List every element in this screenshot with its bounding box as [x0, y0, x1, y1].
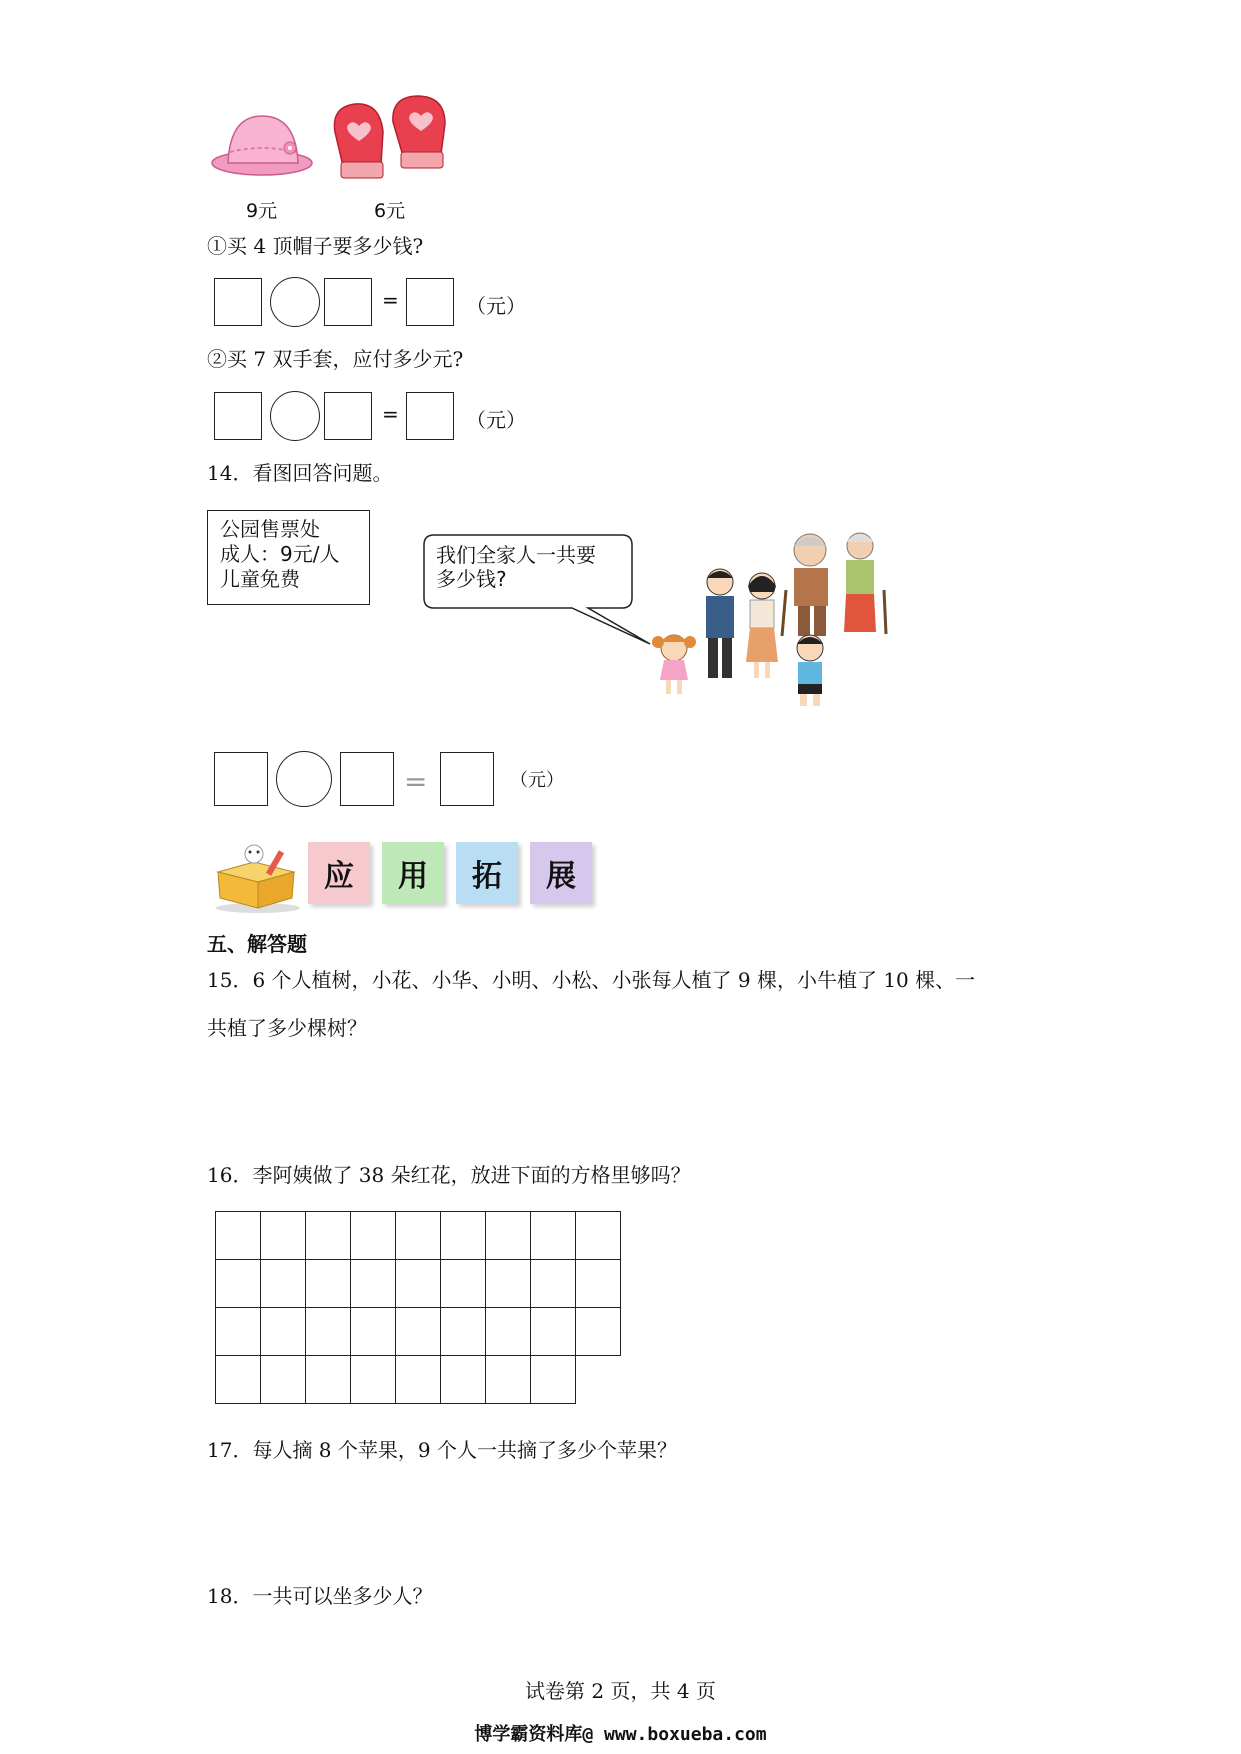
bubble-line: 多少钱? — [436, 567, 507, 591]
grid-cell[interactable] — [441, 1356, 486, 1404]
grandfather-figure — [782, 534, 828, 636]
ticket-line: 儿童免费 — [220, 567, 300, 591]
grid-row — [216, 1212, 621, 1260]
operator-circle[interactable] — [270, 391, 320, 441]
answer-box[interactable] — [214, 278, 262, 326]
grid-cell[interactable] — [441, 1308, 486, 1356]
grid-cell[interactable] — [396, 1308, 441, 1356]
grid-cell[interactable] — [576, 1212, 621, 1260]
banner-tile: 展 — [530, 842, 592, 904]
answer-box[interactable] — [324, 392, 372, 440]
grid-row — [216, 1260, 621, 1308]
mother-figure — [746, 573, 778, 678]
question-15-line2: 共植了多少棵树？ — [207, 1016, 367, 1040]
grid-cell[interactable] — [441, 1212, 486, 1260]
equals-sign: = — [404, 765, 428, 798]
grid-cell[interactable] — [216, 1212, 261, 1260]
grid-cell[interactable] — [486, 1212, 531, 1260]
father-figure — [706, 569, 734, 678]
grid-cell[interactable] — [261, 1260, 306, 1308]
grid-cell[interactable] — [351, 1260, 396, 1308]
question-17: 17．每人摘 8 个苹果，9 个人一共摘了多少个苹果？ — [207, 1438, 677, 1462]
grid-cell[interactable] — [486, 1260, 531, 1308]
grid-cell[interactable] — [486, 1308, 531, 1356]
grid-cell[interactable] — [306, 1308, 351, 1356]
grid-row — [216, 1356, 621, 1404]
equals-sign: = — [382, 402, 399, 426]
grid-cell[interactable] — [351, 1212, 396, 1260]
family-illustration — [648, 520, 898, 710]
bubble-line: 我们全家人一共要 — [436, 543, 596, 567]
ticket-line: 公园售票处 — [220, 517, 320, 541]
grid-cell[interactable] — [306, 1356, 351, 1404]
answer-box[interactable] — [406, 278, 454, 326]
banner-tile: 拓 — [456, 842, 518, 904]
question-13-sub1: ①买 4 顶帽子要多少钱? — [207, 234, 424, 258]
equals-sign: = — [382, 288, 399, 312]
banner-tile: 用 — [382, 842, 444, 904]
grid-cell[interactable] — [306, 1260, 351, 1308]
operator-circle[interactable] — [276, 751, 332, 807]
answer-box[interactable] — [214, 392, 262, 440]
grid-cell[interactable] — [306, 1212, 351, 1260]
question-16: 16．李阿姨做了 38 朵红花，放进下面的方格里够吗？ — [207, 1163, 691, 1187]
grid-cell[interactable] — [531, 1356, 576, 1404]
operator-circle[interactable] — [270, 277, 320, 327]
grid-cell[interactable] — [216, 1260, 261, 1308]
grid-cell[interactable] — [396, 1356, 441, 1404]
grid-cell[interactable] — [576, 1260, 621, 1308]
grid-cell[interactable] — [531, 1260, 576, 1308]
unit-label: （元） — [466, 408, 526, 432]
mittens-illustration — [325, 92, 455, 184]
grid-cell[interactable] — [441, 1260, 486, 1308]
boy-figure — [797, 635, 823, 706]
section-heading: 五、解答题 — [207, 932, 307, 956]
toolbox-icon — [208, 842, 308, 914]
grid-cell[interactable] — [531, 1212, 576, 1260]
watermark: 博学霸资料库@ www.boxueba.com — [474, 1724, 767, 1745]
speech-bubble-text — [436, 543, 596, 591]
grid-cell[interactable] — [396, 1212, 441, 1260]
question-18: 18．一共可以坐多少人？ — [207, 1584, 433, 1608]
grid-cell[interactable] — [351, 1356, 396, 1404]
hat-illustration — [210, 108, 315, 178]
question-15-line1: 15．6 个人植树，小花、小华、小明、小松、小张每人植了 9 棵，小牛植了 10 棵、一 — [207, 968, 976, 992]
answer-box[interactable] — [406, 392, 454, 440]
grid-cell[interactable] — [261, 1212, 306, 1260]
unit-label: （元） — [466, 294, 526, 318]
grid-cell[interactable] — [216, 1308, 261, 1356]
question-13-sub2: ②买 7 双手套，应付多少元? — [207, 347, 464, 371]
answer-box[interactable] — [324, 278, 372, 326]
ticket-line: 成人：9元/人 — [220, 542, 340, 566]
grid-cell[interactable] — [531, 1308, 576, 1356]
grid-cell[interactable] — [216, 1356, 261, 1404]
hat-price: 9元 — [246, 200, 278, 222]
answer-box[interactable] — [214, 752, 268, 806]
answer-box[interactable] — [440, 752, 494, 806]
answer-box[interactable] — [340, 752, 394, 806]
unit-label: （元） — [510, 770, 564, 791]
grid-cell[interactable] — [396, 1260, 441, 1308]
grid-cell[interactable] — [486, 1356, 531, 1404]
grid-cell[interactable] — [351, 1308, 396, 1356]
flower-grid — [215, 1211, 621, 1404]
grid-row — [216, 1308, 621, 1356]
mitten-price: 6元 — [374, 200, 406, 222]
banner-tile: 应 — [308, 842, 370, 904]
ticket-sign — [207, 510, 370, 605]
grandmother-figure — [844, 533, 886, 634]
grid-cell — [576, 1356, 621, 1404]
girl-figure — [652, 635, 696, 694]
page-number: 试卷第 2 页，共 4 页 — [525, 1679, 716, 1703]
question-14-title: 14．看图回答问题。 — [207, 461, 393, 485]
grid-cell[interactable] — [576, 1308, 621, 1356]
grid-cell[interactable] — [261, 1308, 306, 1356]
grid-cell[interactable] — [261, 1356, 306, 1404]
